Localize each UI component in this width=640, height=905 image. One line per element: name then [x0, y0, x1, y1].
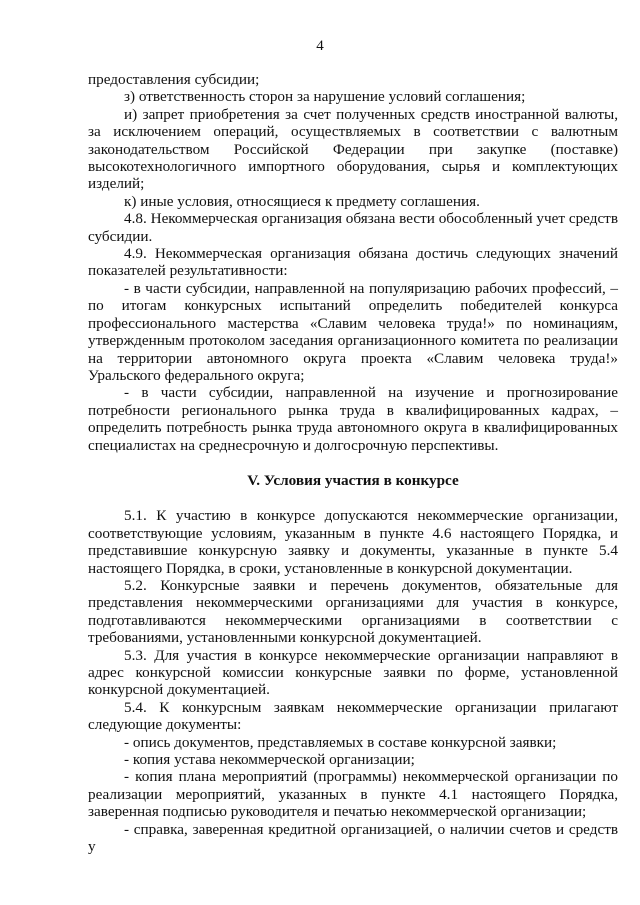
paragraph: 5.1. К участию в конкурсе допускаются некоммерческие организации, соответствующие условиям, указанным в пункте 4.6 настоящего Порядка, и представившие конкурсную заявку и документы, указанные в пункте 5.4 настоящего Порядка, в сроки, установленные в конкурсной документации. [88, 507, 618, 577]
paragraph: к) иные условия, относящиеся к предмету соглашения. [124, 192, 480, 210]
paragraph: - в части субсидии, направленной на изучение и прогнозирование потребности регионального рынка труда в квалифицированных кадрах, – определить потребность рынка труда автономного округа в квалифицированных специалистах на среднесрочную и долгосрочную перспективы. [88, 384, 618, 454]
list-item: - копия плана мероприятий (программы) некоммерческой организации по реализации мероприятий, указанных в пункте 4.1 настоящего Порядка, заверенная подписью руководителя и печатью некоммерческой организации; [88, 768, 618, 821]
list-item: - опись документов, представляемых в составе конкурсной заявки; [124, 733, 557, 751]
page-number: 4 [316, 38, 324, 54]
paragraph: - в части субсидии, направленной на популяризацию рабочих профессий, – по итогам конкурсных испытаний определить победителей конкурса профессионального мастерства «Славим человека труда!» по номинациям, утвержденным протоколом заседания организационного комитета по реализации на территории автономного округа проекта «Славим человека труда!» Уральского федерального округа; [88, 279, 618, 384]
list-item: - справка, заверенная кредитной организацией, о наличии счетов и средств у [88, 820, 618, 856]
paragraph: 5.2. Конкурсные заявки и перечень документов, обязательные для представления некоммерческими организациями для участия в конкурсе, подготавливаются некоммерческими организациями в соответствии с требованиями, установленными конкурсной документацией. [88, 576, 618, 647]
paragraph: 4.8. Некоммерческая организация обязана вести обособленный учет средств субсидии. [88, 210, 618, 245]
section-heading: V. Условия участия в конкурсе [247, 471, 459, 489]
paragraph: 4.9. Некоммерческая организация обязана достичь следующих значений показателей результативности: [88, 245, 618, 280]
paragraph: 5.4. К конкурсным заявкам некоммерческие организации прилагают следующие документы: [88, 698, 618, 734]
paragraph: предоставления субсидии; [88, 71, 260, 88]
list-item: - копия устава некоммерческой организации; [124, 751, 415, 769]
paragraph: з) ответственность сторон за нарушение условий соглашения; [124, 88, 526, 106]
paragraph: и) запрет приобретения за счет полученных средств иностранной валюты, за исключением операций, осуществляемых в соответствии с валютным законодательством Российской Федерации при закупке (поставке) высокотехнологичного импортного оборудования, сырья и комплектующих изделий; [88, 105, 618, 193]
paragraph: 5.3. Для участия в конкурсе некоммерческие организации направляют в адрес конкурсной комиссии конкурсные заявки по форме, установленной конкурсной документацией. [88, 646, 618, 699]
document-body [88, 71, 618, 855]
